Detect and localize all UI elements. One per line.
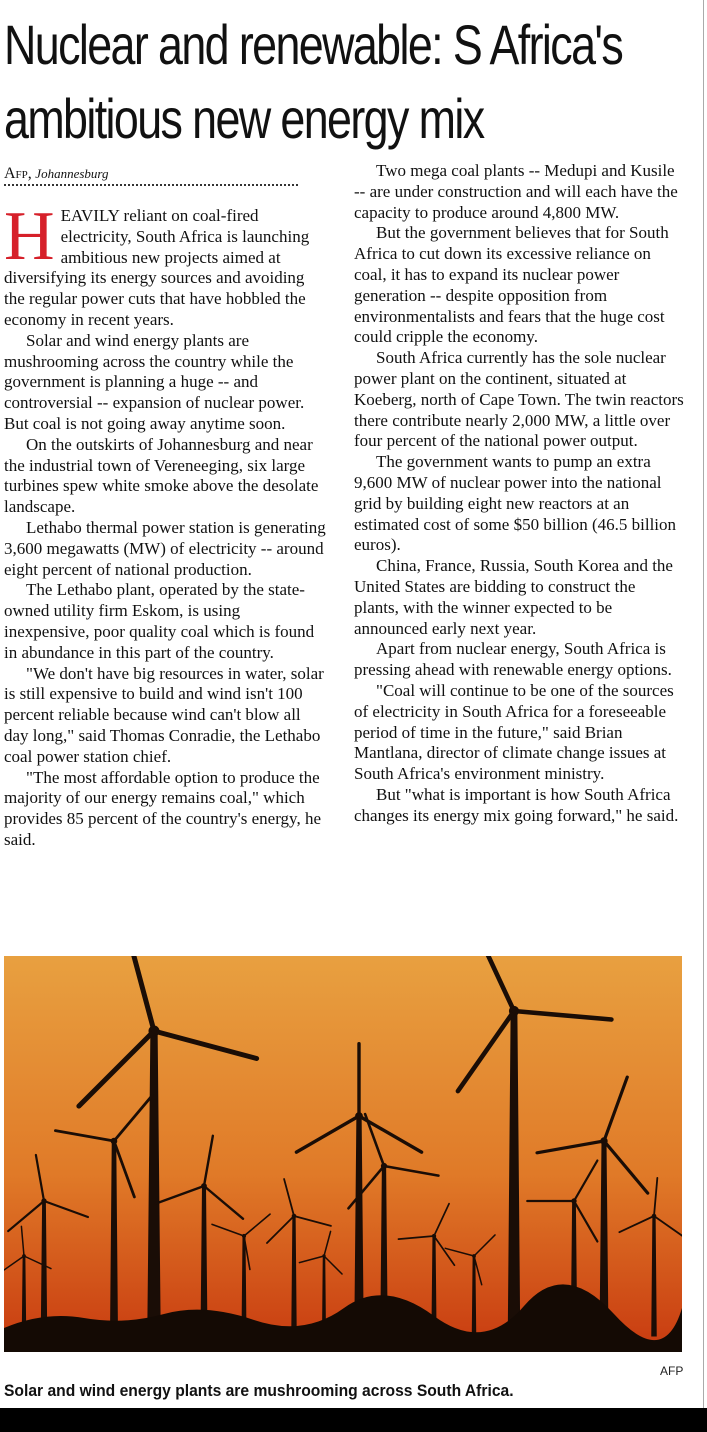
paragraph: "We don't have big resources in water, solar is still expensive to build and wind isn't 100 percent reliable because wind can't blow all day long," said Thomas Conradie, the Lethabo coal power station chief. [4, 663, 324, 766]
headline [4, 8, 694, 156]
paragraph-text: EAVILY reliant on coal-fired electricity, South Africa is launching ambitious new projects aimed at diversifying its energy sources and avoiding the regular power cuts that have hobbled the economy in recent years. [4, 206, 310, 329]
page-edge-rule [700, 0, 707, 1408]
byline-divider [4, 184, 298, 186]
paragraph: "The most affordable option to produce the majority of our energy remains coal," which provides 85 percent of the country's energy, he said. [4, 767, 321, 849]
paragraph: On the outskirts of Johannesburg and near the industrial town of Vereneeging, six large turbines spew white smoke above the desolate landscape. [4, 434, 319, 517]
drop-cap: H [4, 198, 55, 275]
byline-source: Afp, [4, 165, 32, 182]
paragraph: China, France, Russia, South Korea and the United States are bidding to construct the plants, with the winner expected to be announced early next year. [354, 556, 673, 638]
photo-illustration [4, 956, 682, 1352]
byline-location: Johannesburg [35, 166, 109, 181]
paragraph: South Africa currently has the sole nuclear power plant on the continent, situated at Koeberg, north of Cape Town. The twin reactors there contribute nearly 2,000 MW, a little over four percent of the national power output. [354, 348, 684, 451]
article-column-2 [354, 161, 684, 827]
byline [4, 165, 108, 183]
wind-turbines-photo [4, 956, 682, 1352]
article-column-1 [4, 198, 329, 851]
paragraph: But "what is important is how South Africa changes its energy mix going forward," he said. [354, 784, 679, 825]
photo-caption: Solar and wind energy plants are mushrooming across South Africa. [4, 1381, 514, 1400]
paragraph [4, 198, 329, 331]
paragraph: But the government believes that for South Africa to cut down its excessive reliance on coal, it has to expand its nuclear power generation -- despite opposition from environmentalists and fears that the huge cost could cripple the economy. [354, 223, 669, 347]
paragraph: Apart from nuclear energy, South Africa is pressing ahead with renewable energy options. [354, 639, 672, 680]
headline-line-1: Nuclear and renewable: S Africa's [4, 13, 623, 76]
photo-credit: AFP [660, 1364, 684, 1378]
headline-line-2: ambitious new energy mix [4, 87, 484, 150]
paragraph: The government wants to pump an extra 9,600 MW of nuclear power into the national grid by building eight new reactors at an estimated cost of some $50 billion (46.5 billion euros). [354, 452, 677, 555]
paragraph: "Coal will continue to be one of the sources of electricity in South Africa for a foreseeable period of time in the future," said Brian Mantlana, director of climate change issues at South Africa's environment ministry. [354, 680, 674, 784]
paragraph: Solar and wind energy plants are mushrooming across the country while the government is planning a huge -- and controversial -- expansion of nuclear power. But coal is not going away anytime soon. [4, 330, 305, 433]
paragraph: Lethabo thermal power station is generating 3,600 megawatts (MW) of electricity -- around eight percent of national production. [4, 517, 326, 579]
paragraph: The Lethabo plant, operated by the state-owned utility firm Eskom, is using inexpensive, poor quality coal which is found in abundance in this part of the country. [4, 580, 315, 662]
paragraph: Two mega coal plants -- Medupi and Kusile -- are under construction and will each have the capacity to produce around 4,800 MW. [354, 161, 678, 222]
